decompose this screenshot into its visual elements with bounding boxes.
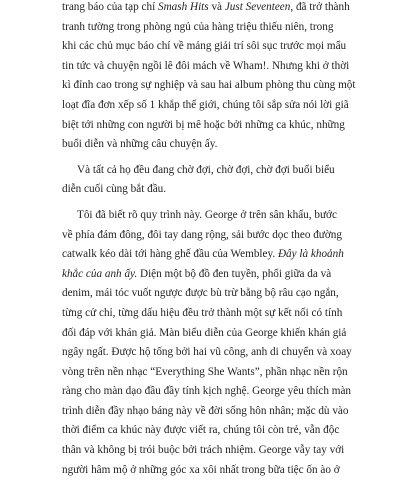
text-segment: và bbox=[208, 1, 225, 13]
text-segment: , đã trở thành bbox=[290, 1, 350, 13]
italic-text: Smash Hits bbox=[157, 1, 209, 13]
text-segment: trang báo của tạp chí bbox=[62, 1, 158, 13]
text-line: khi các chủ mục báo chí về mảng giải trí sôi sục trước mọi mẩu bbox=[62, 40, 347, 53]
text-line: về phía đám đông, đôi tay dang rộng, sải bước dọc theo đường bbox=[62, 228, 342, 241]
text-line: vòng trên nền nhạc “Everything She Wants”, phần nhạc nền rộn bbox=[62, 365, 348, 378]
text-line: Tôi đã biết rõ quy trình này. George ở trên sân khấu, bước bbox=[77, 208, 337, 221]
text-line: thời điểm ca khúc này được viết ra, chúng tôi còn trẻ, vẫn độc bbox=[62, 424, 340, 437]
text-line: ràng cho màn dạo đầu đầy tính kịch nghệ. George yêu thích màn bbox=[62, 385, 352, 398]
text-line bbox=[62, 245, 357, 265]
book-page bbox=[62, 0, 357, 480]
italic-text: Đây là khoảnh bbox=[277, 248, 344, 261]
text-line: buổi diễn và những câu chuyện ấy. bbox=[62, 138, 218, 151]
text-line: ngây ngất. Được hộ tống bởi hai vũ công, anh di chuyển và xoay bbox=[62, 346, 352, 359]
text-line: loạt đĩa đơn xếp số 1 khắp thế giới, chúng tôi sắp sửa nói lời giã bbox=[62, 98, 349, 111]
text-line bbox=[62, 0, 357, 18]
text-line bbox=[62, 265, 357, 285]
text-line: biệt tới những con người bị mê hoặc bởi những ca khúc, những bbox=[62, 118, 345, 131]
text-line: diễn cuối cùng bắt đầu. bbox=[62, 183, 167, 196]
text-line: trình diễn đầy nhạo báng này về đời sống hôn nhân; mặc dù vào bbox=[62, 404, 349, 417]
italic-text: Just Seventeen bbox=[224, 1, 291, 13]
text-line: Và tất cả họ đều đang chờ đợi, chờ đợi, chờ đợi buổi biểu bbox=[77, 163, 335, 176]
paragraph bbox=[62, 206, 357, 480]
text-line: kì đỉnh cao trong sự nghiệp và sau hai album phòng thu cùng một bbox=[62, 79, 356, 92]
text-line: denim, mái tóc vuốt ngược được bù trừ bằng bộ râu cạo ngắn, bbox=[62, 287, 339, 300]
text-segment: Diện một bộ đồ đen tuyền, phối giữa da và bbox=[137, 267, 332, 280]
text-line: tranh tường trong phòng ngủ của hàng triệu thiếu niên, trong bbox=[62, 20, 334, 33]
text-line: người hâm mộ ở những góc xa xôi nhất trong bữa tiệc ốn ào ở bbox=[62, 463, 340, 476]
text-line: thân và không bị trói buộc bởi trách nhiệm. George vẫy tay với bbox=[62, 444, 345, 457]
text-line: từng cử chỉ, từng dấu hiệu đều trở thành một sự kết nối có tính bbox=[62, 306, 343, 319]
text-segment: catwalk kéo dài tới hàng ghế đầu của Wembley. bbox=[62, 248, 278, 261]
paragraph bbox=[62, 161, 357, 200]
italic-text: khắc của anh ấy. bbox=[62, 267, 138, 280]
text-line: đối đáp với khán giả. Màn biểu diễn của George khiến khán giả bbox=[62, 326, 347, 339]
text-line: tin tức và chuyện ngồi lê đôi mách về Wham!. Nhưng khi ở thời bbox=[62, 59, 350, 72]
paragraph bbox=[62, 0, 357, 155]
